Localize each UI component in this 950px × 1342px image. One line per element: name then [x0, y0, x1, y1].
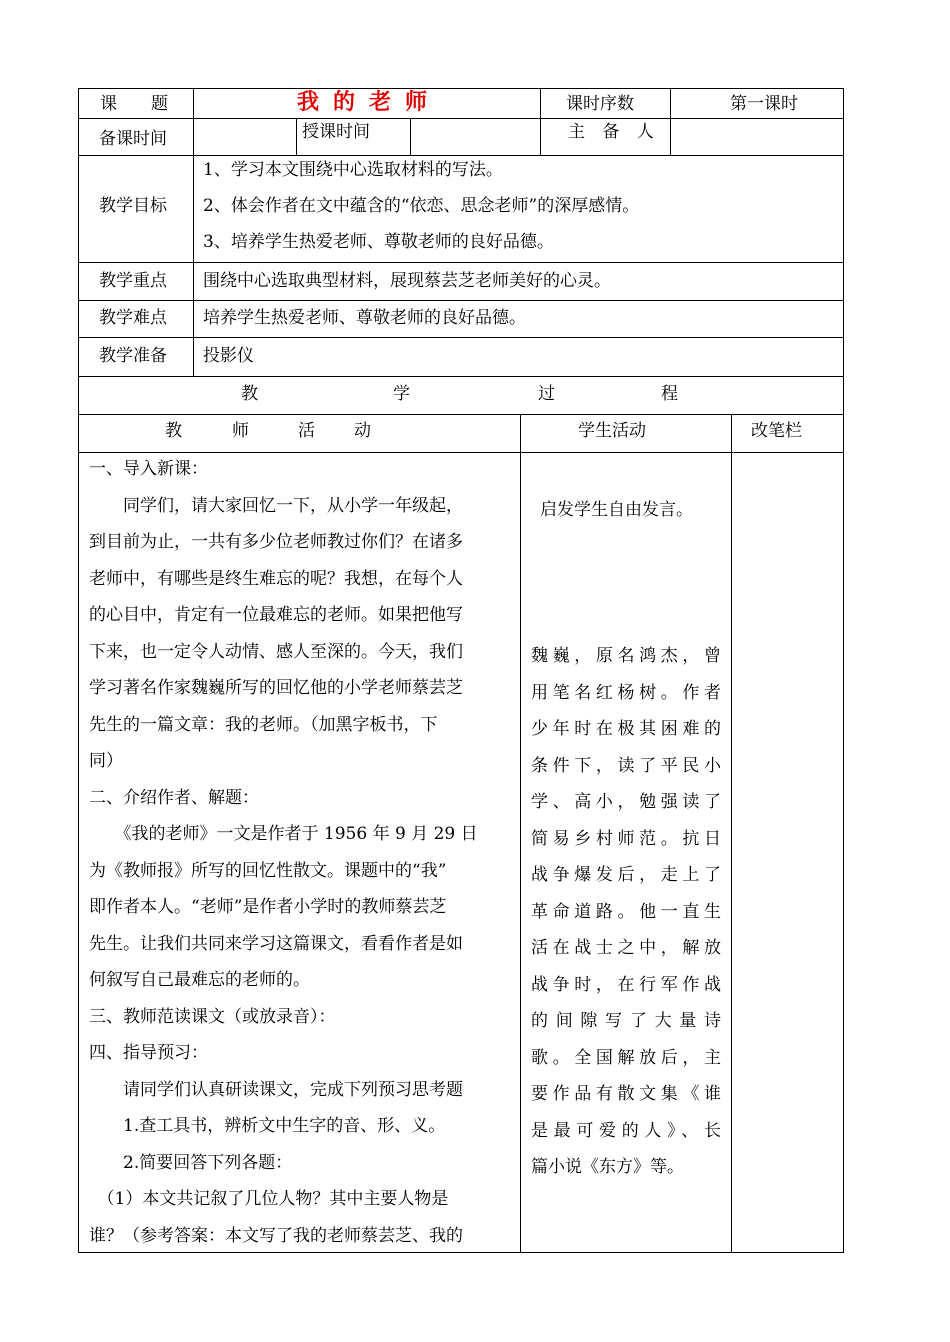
row-divider	[78, 414, 844, 415]
teacher-line: 老师中，有哪些是终生难忘的呢？我想，在每个人	[89, 568, 463, 589]
col-divider	[731, 414, 732, 1253]
process-header-char: 学	[393, 384, 410, 404]
col-divider	[540, 88, 541, 155]
teacher-line: 到目前为止，一共有多少位老师教过你们？在诸多	[89, 532, 463, 552]
teacher-line: 谁？（参考答案：本文写了我的老师蔡芸芝、我的	[89, 1225, 463, 1246]
student-line: 少年时在极其困难的	[531, 719, 721, 739]
objective-item: 2、体会作者在文中蕴含的“依恋、思念老师”的深厚感情。	[203, 196, 640, 216]
preparer-label: 主 备 人	[568, 122, 660, 142]
objective-item: 3、培养学生热爱老师、尊敬老师的良好品德。	[203, 232, 554, 252]
student-line: 篇小说《东方》等。	[531, 1157, 684, 1177]
objectives-label: 教学目标	[99, 196, 167, 216]
table-border-right	[843, 88, 844, 1253]
student-line: 革命道路。他一直生	[531, 901, 721, 922]
teacher-line: （1）本文共记叙了几位人物？其中主要人物是	[89, 1189, 449, 1209]
col-divider	[193, 88, 194, 376]
topic-label: 课 题	[100, 94, 168, 114]
col-divider	[520, 414, 521, 1253]
process-header-char: 教	[241, 384, 258, 404]
row-divider	[78, 376, 844, 377]
teacher-line: 1.查工具书，辨析文中生字的音、形、义。	[89, 1116, 446, 1136]
key-point-label: 教学重点	[99, 271, 167, 291]
notes-column-header: 改笔栏	[751, 421, 802, 441]
student-activity-header: 学生活动	[578, 421, 646, 441]
teacher-activity-body	[89, 451, 509, 1254]
teacher-line: 即作者本人。“老师”是作者小学时的教师蔡芸芝	[89, 897, 447, 917]
teacher-line: 一、导入新课：	[89, 459, 208, 479]
student-line: 用笔名红杨树。作者	[531, 682, 721, 703]
student-activity-body	[531, 638, 721, 1186]
teacher-line: 二、介绍作者、解题：	[89, 787, 259, 808]
teacher-line: 先生。让我们共同来学习这篇课文，看看作者是如	[89, 933, 463, 954]
teach-time-label: 授课时间	[302, 122, 370, 142]
teacher-line: 请同学们认真研读课文，完成下列预习思考题	[89, 1079, 463, 1100]
student-line: 学、高小，勉强读了	[531, 792, 721, 812]
process-header-char: 程	[661, 384, 678, 404]
student-line: 魏巍，原名鸿杰，曾	[531, 646, 721, 666]
student-activity-first: 启发学生自由发言。	[540, 500, 693, 520]
student-line: 战争爆发后，走上了	[531, 865, 721, 885]
teacher-line: 为《教师报》所写的回忆性散文。课题中的“我”	[89, 860, 447, 881]
teacher-line: 2.简要回答下列各题：	[89, 1152, 293, 1173]
teacher-activity-header-char: 动	[354, 421, 371, 441]
col-divider	[670, 88, 671, 155]
teacher-line: 先生的一篇文章：我的老师。（加黑字板书，下	[89, 714, 438, 735]
teacher-line: 同）	[89, 751, 123, 771]
preparation-value: 投影仪	[203, 346, 254, 366]
student-line: 战争时，在行军作战	[531, 974, 721, 995]
process-header-char: 过	[538, 384, 555, 404]
teacher-line: 《我的老师》一文是作者于 1956 年 9 月 29 日	[89, 824, 478, 844]
difficulty-value: 培养学生热爱老师、尊敬老师的良好品德。	[203, 308, 526, 328]
lesson-seq-label: 课时序数	[566, 94, 634, 114]
col-divider	[410, 118, 411, 155]
student-line: 是最可爱的人》、长	[531, 1120, 721, 1141]
student-line: 要作品有散文集《谁	[531, 1084, 721, 1104]
lesson-seq-value: 第一课时	[730, 94, 798, 114]
teacher-activity-header-char: 活	[298, 421, 315, 441]
teacher-activity-header-char: 教	[165, 421, 182, 441]
key-point-value: 围绕中心选取典型材料，展现蔡芸芝老师美好的心灵。	[203, 271, 611, 291]
teacher-line: 同学们，请大家回忆一下，从小学一年级起，	[89, 495, 463, 516]
teacher-line: 三、教师范读课文（或放录音）：	[89, 1006, 336, 1027]
teacher-line: 下来，也一定令人动情、感人至深的。今天，我们	[89, 641, 463, 662]
student-line: 条件下，读了平民小	[531, 755, 721, 776]
student-line: 歌。全国解放后，主	[531, 1047, 721, 1068]
student-line: 活在战士之中，解放	[531, 938, 721, 958]
objective-item: 1、学习本文围绕中心选取材料的写法。	[203, 160, 503, 180]
difficulty-label: 教学难点	[99, 308, 167, 328]
table-border-left	[78, 88, 79, 1253]
prep-time-label: 备课时间	[99, 129, 167, 149]
preparation-label: 教学准备	[99, 346, 167, 366]
student-line: 简易乡村师范。抗日	[531, 828, 721, 849]
teacher-activity-header-char: 师	[232, 421, 249, 441]
teacher-line: 四、指导预习：	[89, 1043, 208, 1063]
col-divider	[296, 118, 297, 155]
teacher-line: 何叙写自己最难忘的老师的。	[89, 970, 310, 990]
page-title: 我的老师	[297, 89, 442, 115]
teacher-line: 学习著名作家魏巍所写的回忆他的小学老师蔡芸芝	[89, 678, 463, 698]
teacher-line: 的心目中，肯定有一位最难忘的老师。如果把他写	[89, 605, 463, 625]
student-line: 的间隙写了大量诗	[531, 1011, 721, 1031]
